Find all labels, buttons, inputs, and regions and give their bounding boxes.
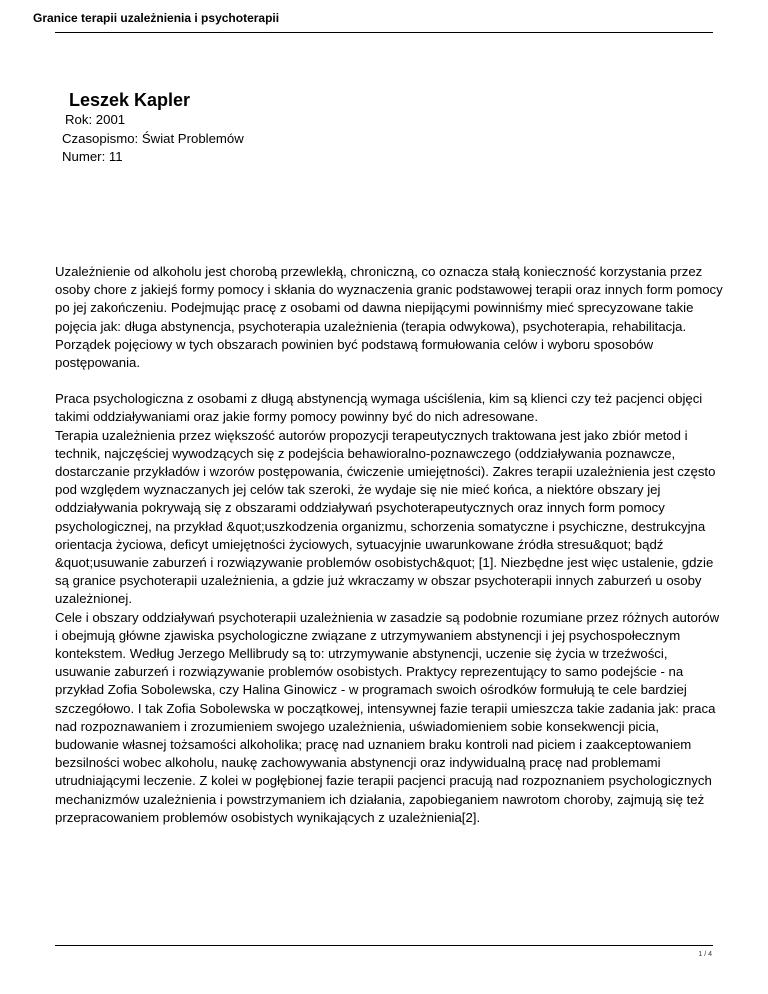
article-paragraph: Uzależnienie od alkoholu jest chorobą przewlekłą, chroniczną, co oznacza stałą konieczność korzystania przez osoby chore z jakiejś formy pomocy i skłania do wyznaczenia granic podstawowej terapii oraz innych form pomocy po jej zakończeniu. Podejmując pracę z osobami od dawna niepijącymi powinniśmy mieć sprecyzowane takie pojęcia jak: długa abstynencja, psychoterapia uzależnienia (terapia odwykowa), psychoterapia, rehabilitacja. Porządek pojęciowy w tych obszarach powinien być podstawą formułowania celów i wyboru sposobów postępowania.: [55, 264, 723, 371]
article-paragraph: Cele i obszary oddziaływań psychoterapii uzależnienia w zasadzie są podobnie rozumiane przez różnych autorów i obejmują główne zjawiska psychologiczne związane z utrzymywaniem abstynencji i jej psychospołecznym kontekstem. Według Jerzego Mellibrudy są to: utrzymywanie abstynencji, uczenie się życia w trzeźwości, usuwanie zaburzeń i rozwiązywanie problemów osobistych. Praktycy reprezentujący to samo podejście - na przykład Zofia Sobolewska, czy Halina Ginowicz - w programach swoich ośrodków formułują te cele bardziej szczegółowo. I tak Zofia Sobolewska w początkowej, intensywnej fazie terapii umieszcza takie zadania jak: praca nad rozpoznawaniem i zrozumieniem swojego uzależnienia, uświadomieniem sobie konsekwencji picia, budowanie własnej tożsamości alkoholika; pracę nad uznaniem braku kontroli nad piciem i zaakceptowaniem bezsilności wobec alkoholu, naukę zachowywania abstynencji oraz indywidualną pracę nad problemami utrudniającymi leczenie. Z kolei w pogłębionej fazie terapii pacjenci pracują nad rozpoznaniem psychologicznych mechanizmów uzależnienia i powstrzymaniem ich działania, zapobieganiem nawrotom choroby, zajmują się też przepracowaniem problemów osobistych wynikających z uzależnienia[2].: [55, 609, 720, 825]
page-number: 1 / 4: [698, 951, 712, 958]
article-metadata: [62, 111, 244, 167]
article-issue: Numer: 11: [62, 149, 123, 164]
article-year: Rok: 2001: [65, 112, 126, 127]
article-paragraph: Praca psychologiczna z osobami z długą abstynencją wymaga uściślenia, kim są klienci czy też pacjenci objęci takimi oddziaływaniami oraz jakie formy pomocy powinny być do nich adresowane.: [55, 391, 703, 425]
article-author: Leszek Kapler: [69, 90, 191, 110]
header-divider: [55, 32, 713, 33]
article-paragraph: Terapia uzależnienia przez większość autorów propozycji terapeutycznych traktowana jest jako zbiór metod i technik, najczęściej wywodzących się z podejścia behawioralno-poznawczego (oddziaływania poznawcze, dostarczanie przykładów i wzorów postępowania, ćwiczenie umiejętności). Zakres terapii uzależnienia jest często pod względem wyznaczanych jej celów tak szeroki, że wydaje się nie mieć końca, a niektóre obszary jej oddziaływania pokrywają się z obszarami oddziaływań psychoterapeutycznych oraz innych form pomocy psychologicznej, na przykład &quot;uszkodzenia organizmu, schorzenia somatyczne i psychiczne, destrukcyjna orientacja życiowa, deficyt umiejętności życiowych, sytuacyjnie uwarunkowane źródła stresu&quot; bądź &quot;usuwanie zaburzeń i rozwiązywanie problemów osobistych&quot; [1]. Niezbędne jest więc ustalenie, gdzie są granice psychoterapii uzależnienia, a gdzie już wkraczamy w obszar psychoterapii innych zaburzeń u osoby uzależnionej.: [55, 427, 716, 607]
article-body: [55, 263, 725, 827]
footer-divider: [55, 945, 713, 946]
article-journal: Czasopismo: Świat Problemów: [62, 130, 244, 146]
running-header-title: Granice terapii uzależnienia i psychoterapii: [33, 11, 280, 25]
